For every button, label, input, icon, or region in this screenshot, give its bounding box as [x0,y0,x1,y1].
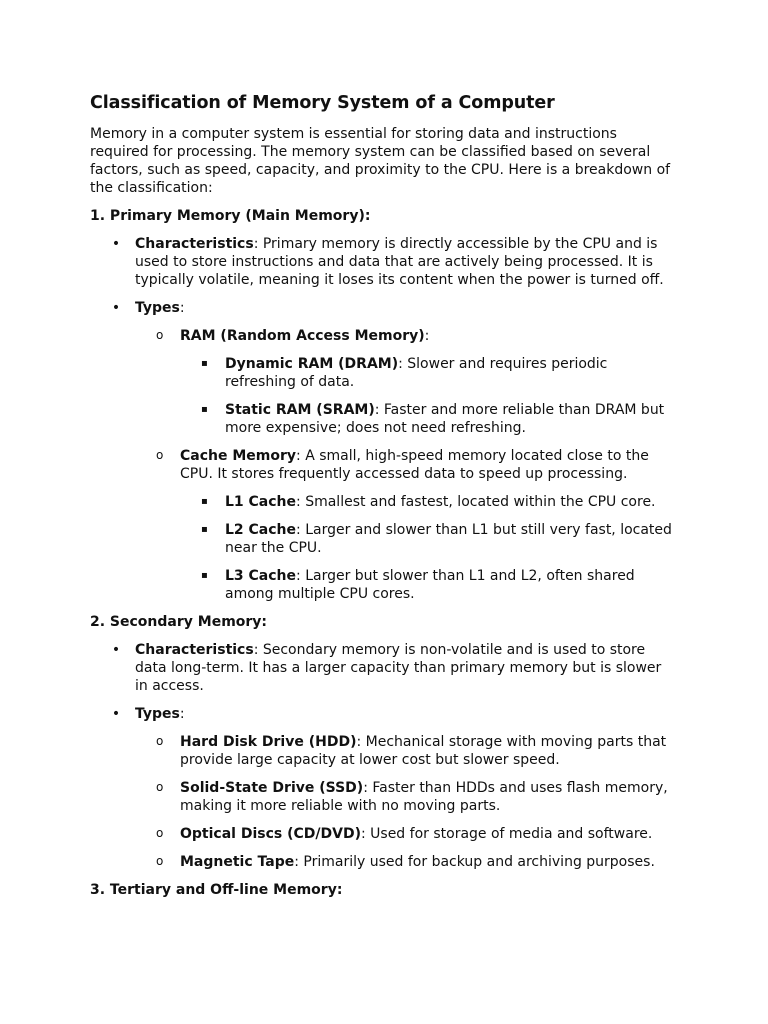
list-item [135,825,678,843]
bullet-circle-icon: o [156,780,164,794]
list-item-term: Cache Memory [180,448,297,464]
bullet-circle-icon: o [156,734,164,748]
list-item-text: : Secondary memory is non-volatile and is used to store data long-term. It has a larger capacity than primary memory but is slower in access. [135,642,662,694]
bullet-square-icon: ▪ [201,570,208,581]
list-item [90,235,678,289]
list-item [180,521,678,557]
section-heading-secondary-memory: 2. Secondary Memory: [90,614,268,630]
list-item-term: Types [135,706,180,722]
bullet-disc-icon: • [111,642,121,658]
list-item [135,733,678,769]
intro-paragraph: Memory in a computer system is essential for storing data and instructions required for processing. The memory system can be classified based on several factors, such as speed, capacity, and proximity to the CPU. Here is a breakdown of the classification: [90,126,671,196]
list-item [180,567,678,603]
list-item-text: : Slower and requires periodic refreshing of data. [225,356,608,390]
list-item [180,355,678,391]
bullet-square-icon: ▪ [201,358,208,369]
section-heading-tertiary-memory: 3. Tertiary and Off-line Memory: [90,882,343,898]
list-item-term: Solid-State Drive (SSD) [180,780,364,796]
list-item-term: Dynamic RAM (DRAM) [225,356,399,372]
list-item-text: : Primarily used for backup and archiving purposes. [294,854,655,870]
list-item-term: Characteristics [135,642,254,658]
list-item-text: : [179,300,185,316]
list-item-text: : [424,328,430,344]
cache-levels-list [180,493,678,603]
list-item [135,447,678,603]
list-item-text: : Larger but slower than L1 and L2, often shared among multiple CPU cores. [225,568,635,602]
section-heading-primary-memory: 1. Primary Memory (Main Memory): [90,208,371,224]
list-item [135,779,678,815]
list-item-text: : Primary memory is directly accessible by the CPU and is used to store instructions and data that are actively being processed. It is typically volatile, meaning it loses its content when the power is turned off. [135,236,664,288]
list-item-term: L2 Cache [225,522,297,538]
list-item [135,327,678,437]
bullet-disc-icon: • [111,236,121,252]
list-item-text: : A small, high-speed memory located close to the CPU. It stores frequently accessed data to speed up processing. [180,448,649,482]
bullet-circle-icon: o [156,854,164,868]
bullet-circle-icon: o [156,448,164,462]
list-item [180,401,678,437]
bullet-square-icon: ▪ [201,496,208,507]
list-item-text: : Faster and more reliable than DRAM but more expensive; does not need refreshing. [225,402,665,436]
list-item-term: L1 Cache [225,494,297,510]
bullet-circle-icon: o [156,826,164,840]
list-item-text: : [179,706,185,722]
list-item-term: Types [135,300,180,316]
bullet-square-icon: ▪ [201,524,208,535]
bullet-circle-icon: o [156,328,164,342]
page-title: Classification of Memory System of a Computer [90,93,555,113]
ram-types-list [180,355,678,437]
primary-memory-list [90,235,678,603]
bullet-square-icon: ▪ [201,404,208,415]
list-item-text: : Faster than HDDs and uses flash memory, making it more reliable with no moving parts. [180,780,668,814]
list-item [90,299,678,603]
list-item-term: RAM (Random Access Memory) [180,328,425,344]
list-item-term: Optical Discs (CD/DVD) [180,826,361,842]
list-item-text: : Smallest and fastest, located within the CPU core. [296,494,656,510]
list-item-text: : Mechanical storage with moving parts that provide large capacity at lower cost but slower speed. [180,734,667,768]
secondary-memory-types-list [135,733,678,871]
list-item-term: Static RAM (SRAM) [225,402,375,418]
list-item [90,705,678,871]
primary-memory-types-list [135,327,678,603]
bullet-disc-icon: • [111,706,121,722]
list-item-term: L3 Cache [225,568,297,584]
list-item [180,493,678,511]
list-item-term: Magnetic Tape [180,854,295,870]
list-item-text: : Larger and slower than L1 but still very fast, located near the CPU. [225,522,672,556]
list-item [90,641,678,695]
list-item-text: : Used for storage of media and software. [360,826,653,842]
list-item-term: Hard Disk Drive (HDD) [180,734,357,750]
list-item [135,853,678,871]
secondary-memory-list [90,641,678,871]
list-item-term: Characteristics [135,236,254,252]
bullet-disc-icon: • [111,300,121,316]
